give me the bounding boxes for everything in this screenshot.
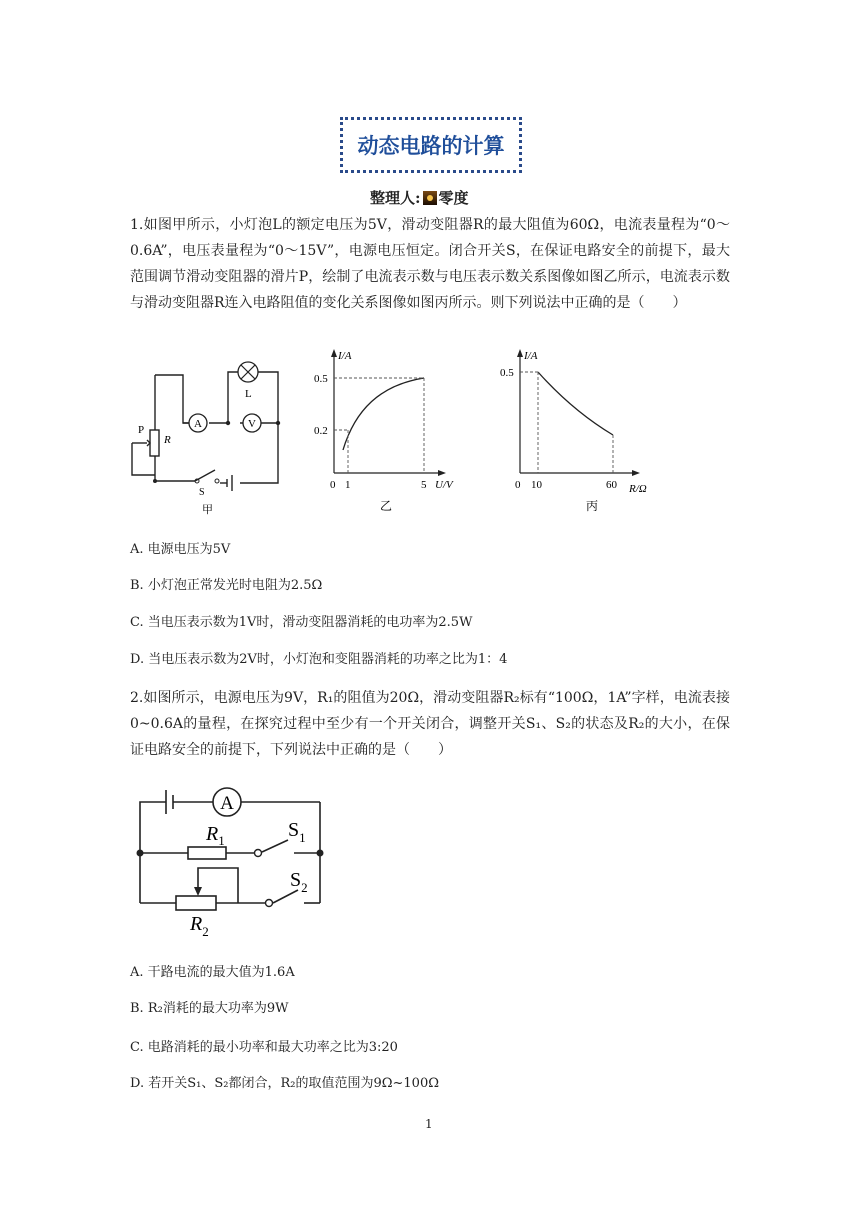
q1-graph-yi <box>310 345 470 515</box>
yi-curve <box>343 378 424 450</box>
svg-text:0.5: 0.5 <box>500 367 514 379</box>
svg-text:60: 60 <box>606 479 617 491</box>
bing-curve <box>538 372 613 435</box>
svg-text:S1: $S_1$ <box>288 819 306 845</box>
author-line <box>370 187 469 208</box>
page-title <box>340 117 522 173</box>
q2-option-d: D. 若开关S₁、S₂都闭合，R₂的取值范围为9Ω~100Ω <box>130 1076 439 1091</box>
svg-text:0: 0 <box>515 479 521 491</box>
svg-text:R/Ω: R/Ω <box>629 483 647 495</box>
q1-circuit-figure <box>125 355 290 520</box>
svg-text:A: A <box>220 793 234 814</box>
q2-option-a: A. 干路电流的最大值为1.6A <box>130 965 295 980</box>
svg-text:V: V <box>248 418 256 430</box>
q1-graph-bing <box>498 345 663 515</box>
svg-text:I/A: I/A <box>338 350 352 362</box>
q2-option-c: C. 电路消耗的最小功率和最大功率之比为3:20 <box>130 1040 398 1055</box>
page-number: 1 <box>425 1117 433 1131</box>
title-text: 动态电路的计算 <box>357 134 505 158</box>
svg-text:P: P <box>138 424 145 436</box>
author-label: 整理人: <box>370 189 421 207</box>
svg-text:I/A: I/A <box>524 350 538 362</box>
svg-text:1: 1 <box>345 479 351 491</box>
svg-text:R1: $R_1$ <box>206 823 225 848</box>
q2-stem: 2.如图所示，电源电压为9V，R₁的阻值为20Ω，滑动变阻器R₂标有“100Ω，1A”字样，电流表接0~0.6A的量程，在探究过程中至少有一个开关闭合，调整开关S₁、S₂的状态及R₂的大小，在保证电路安全的前提下，下列说法中正确的是（ ） <box>130 690 730 758</box>
svg-text:乙: 乙 <box>380 499 393 513</box>
svg-text:0.2: 0.2 <box>314 425 328 437</box>
q1-option-a: A. 电源电压为5V <box>130 542 231 557</box>
svg-text:0: 0 <box>330 479 336 491</box>
q2-option-b: B. R₂消耗的最大功率为9W <box>130 1001 289 1016</box>
author-name: 零度 <box>438 189 469 207</box>
svg-text:5: 5 <box>421 479 427 491</box>
q2-circuit-figure <box>128 778 338 940</box>
svg-text:甲: 甲 <box>202 504 213 516</box>
svg-text:R: R <box>164 434 171 446</box>
svg-text:S: S <box>199 487 205 498</box>
svg-text:R2: $R_2$ <box>190 913 209 939</box>
sunset-icon <box>423 191 437 205</box>
svg-text:0.5: 0.5 <box>314 373 328 385</box>
q1-stem: 1.如图甲所示，小灯泡L的额定电压为5V，滑动变阻器R的最大阻值为60Ω，电流表量程为“0～0.6A”，电压表量程为“0～15V”，电源电压恒定。闭合开关S，在保证电路安全的前提下，最大范围调节滑动变阻器的滑片P，绘制了电流表示数与电压表示数关系图像如图乙所示，电流表示数与滑动变阻器R连入电路阻值的变化关系图像如图丙所示。则下列说法中正确的是（ ） <box>130 217 730 311</box>
svg-text:A: A <box>194 418 202 430</box>
svg-text:U/V: U/V <box>435 479 453 491</box>
svg-text:S2: $S_2$ <box>290 869 308 895</box>
q1-option-b: B. 小灯泡正常发光时电阻为2.5Ω <box>130 578 323 593</box>
q1-option-d: D. 当电压表示数为2V时，小灯泡和变阻器消耗的功率之比为1：4 <box>130 652 508 667</box>
svg-text:丙: 丙 <box>586 499 599 513</box>
svg-text:10: 10 <box>531 479 542 491</box>
svg-text:L: L <box>245 388 252 400</box>
q1-option-c: C. 当电压表示数为1V时，滑动变阻器消耗的电功率为2.5W <box>130 615 473 630</box>
